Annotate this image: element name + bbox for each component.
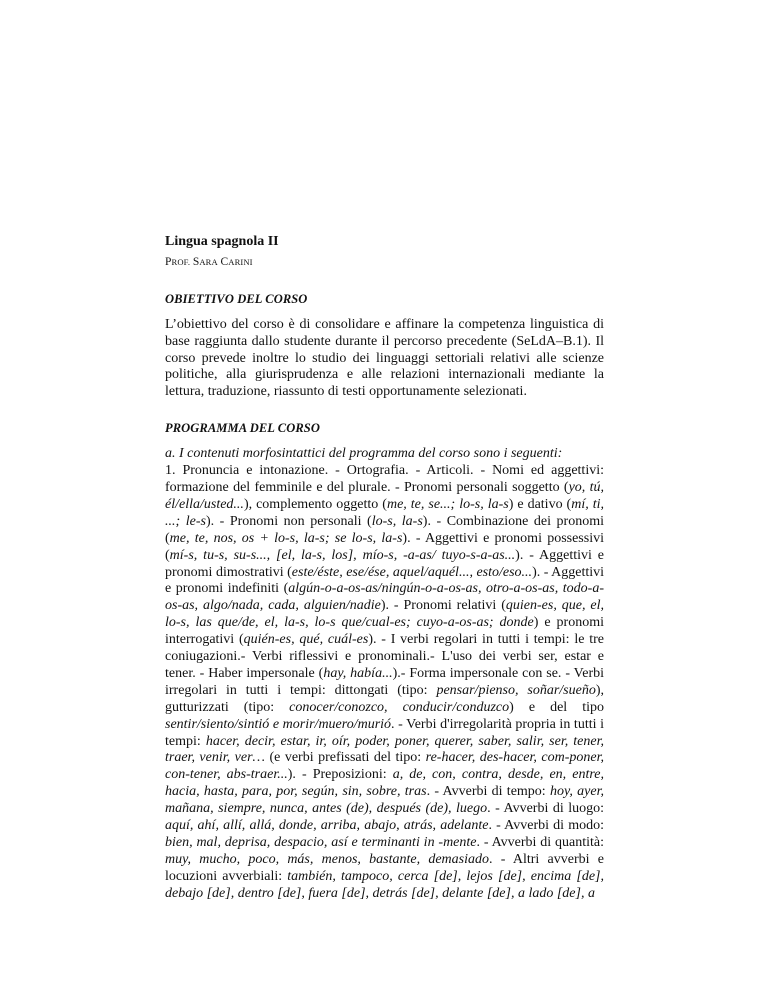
program-text-segment: ) e del tipo [509, 699, 604, 715]
program-text-segment: ). - Combinazione dei pronomi ( [165, 513, 604, 546]
program-text-segment: . - Avverbi di quantità: [476, 835, 605, 850]
program-text-segment: ). - Aggettivi e pronomi possessivi ( [165, 530, 604, 563]
program-text-segment: ). - Pronomi relativi ( [380, 598, 506, 614]
program-text-segment: . - Altri avverbi e locuzioni avverbiali: [165, 851, 604, 884]
objective-paragraph: L’obiettivo del corso è di consolidare e affinare la competenza linguistica di base raggiunta dallo studente durante il percorso precedente (SeLdA–B.1). Il corso prevede inoltre lo studio dei linguaggi settoriali relativi alle scienze politiche, alla giurisprudenza e alle relazioni internazionali mediante la lettura, traduzione, riassunto di testi opportunamente selezionati. [165, 316, 604, 400]
program-example-italic: este/éste, ese/ése, aquel/aquél..., esto/eso... [291, 564, 533, 580]
program-text-segment: ).- Forma impersonale con se. - Verbi irregolari in tutti i tempi: dittongati (tipo: [165, 665, 604, 698]
professor-prefix: PROF. [165, 255, 191, 268]
program-example-italic: algún-o-a-os-as/ningún-o-a-os-as, otro-a-os-as, todo-a-os-as, algo/nada, cada, alguien/nadie [165, 581, 604, 614]
program-example-italic: quién-es, qué, cuál-es [243, 632, 369, 648]
program-text-segment: ), complemento oggetto ( [243, 496, 387, 512]
program-example-italic: mí-s, tu-s, su-s..., [el, la-s, los], mío-s, -a-as/ tuyo-s-a-as... [169, 547, 516, 563]
program-example-italic: conocer/conozco, conducir/conduzco [289, 699, 510, 715]
program-example-italic: pensar/pienso, soñar/sueño [436, 682, 596, 698]
professor-name: SARA CARINI [192, 255, 253, 268]
program-text-segment: ) e pronomi interrogativi ( [165, 615, 604, 648]
program-example-italic: bien, mal, deprisa, despacio, así e terminanti in -mente [165, 835, 477, 850]
program-example-italic: sentir/siento/sintió e morir/muero/murió [165, 716, 392, 732]
program-paragraph [165, 463, 604, 903]
program-example-italic: quien-es, que, el, lo-s, las que/de, el, la-s, lo-s que/cual-es; cuyo-a-os-as; donde [165, 598, 605, 631]
program-example-italic: re-hacer, des-hacer, com-poner, con-tener, abs-traer... [165, 750, 604, 783]
objective-heading: OBIETTIVO DEL CORSO [165, 291, 308, 306]
program-text-segment: ). - Aggettivi e pronomi indefiniti ( [165, 564, 605, 597]
program-example-italic: muy, mucho, poco, más, menos, bastante, demasiado [165, 851, 489, 867]
program-example-italic: mí, ti, ...; le-s [165, 496, 605, 529]
program-example-italic: a, de, con, contra, desde, en, entre, hacia, hasta, para, por, según, sin, sobre, tras [165, 767, 604, 800]
program-text-segment: . - Avverbi di luogo: [487, 801, 604, 817]
program-text-segment: ), gutturizzati (tipo: [165, 682, 605, 715]
program-item-a: a. I contenuti morfosintattici del programma del corso sono i seguenti: [165, 446, 563, 462]
program-text-segment: ). - Pronomi non personali ( [205, 513, 372, 529]
program-example-italic: hoy, ayer, mañana, siempre, nunca, antes (de), después (de), luego [165, 784, 605, 817]
program-example-italic: aquí, ahí, allí, allá, donde, arriba, abajo, atrás, adelante [165, 818, 489, 834]
document-page [165, 234, 604, 903]
program-text-segment: ). - Preposizioni: [287, 767, 393, 783]
program-example-italic: también, tampoco, cerca [de], lejos [de], encima [de], debajo [de], dentro [de], fuera [de], detrás [de], delante [de], a lado [de], a [165, 868, 604, 901]
program-example-italic: hacer, decir, estar, ir, oír, poder, poner, querer, saber, salir, ser, tener, traer, venir, ver… [165, 733, 604, 766]
program-text-segment: 1. Pronuncia e intonazione. - Ortografia. - Articoli. - Nomi ed aggettivi: formazione del femminile e del plurale. - Pronomi personali soggetto ( [165, 463, 604, 495]
program-example-italic: yo, tú, él/ella/usted... [165, 479, 604, 512]
program-text-segment: . - Avverbi di tempo: [426, 784, 550, 800]
program-text-segment: ) e dativo ( [508, 496, 572, 512]
program-example-italic: me, te, nos, os + lo-s, la-s; se lo-s, la-s [169, 530, 403, 546]
program-example-italic: lo-s, la-s [371, 513, 423, 529]
program-heading: PROGRAMMA DEL CORSO [165, 421, 320, 436]
program-text-segment: ). - Aggettivi e pronomi dimostrativi ( [165, 547, 605, 580]
program-text-segment: . - Verbi d'irregolarità propria in tutti i tempi: [165, 716, 604, 749]
course-professor [165, 254, 604, 272]
program-text-segment: . - Avverbi di modo: [488, 818, 604, 834]
program-text-segment: ). - I verbi regolari in tutti i tempi: le tre coniugazioni.- Verbi riflessivi e pronominali.- L'uso dei verbi ser, estar e tener. - Haber impersonale ( [165, 632, 604, 681]
program-example-italic: hay, había... [323, 665, 393, 681]
program-example-italic: me, te, se...; lo-s, la-s [386, 496, 509, 512]
course-title: Lingua spagnola II [165, 234, 279, 249]
program-text-segment: (e verbi prefissati del tipo: [264, 750, 426, 766]
